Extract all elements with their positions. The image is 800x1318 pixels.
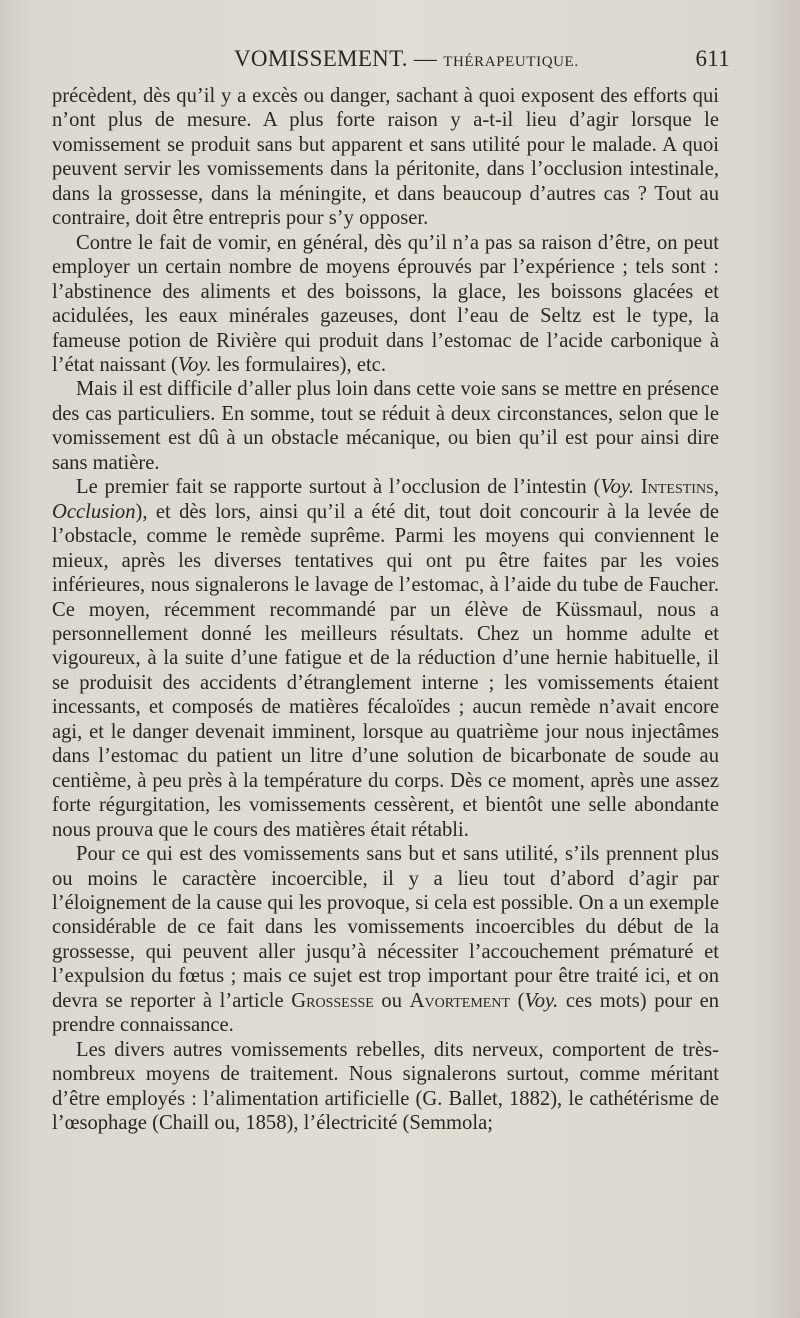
- text-run: les formulaires), etc.: [211, 353, 386, 376]
- text-run: ), et dès lors, ainsi qu’il a été dit, tout doit concourir à la levée de l’obstacle, comme le remède suprême. Parmi les moyens qui conviennent le mieux, après les diverses tentatives qui ont pu être faites par les voies inférieures, nous signalerons le lavage de l’estomac, à l’aide du tube de Faucher. Ce moyen, récemment recommandé par un élève de Küssmaul, nous a personnellement donné les meilleurs résultats. Chez un homme adulte et vigoureux, à la suite d’une fatigue et de la réduction d’une hernie habituelle, il se produisit des accidents d’étranglement interne ; les vomissements étaient incessants, et composés de matières fécaloïdes ; aucun remède n’avait encore agi, et le danger devenait imminent, lorsque au quatrième jour nous injectâmes dans l’estomac du patient un litre d’une solution de bicarbonate de soude au centième, à peu près à la température du corps. Dès ce moment, après une assez forte régurgitation, les vomissements cessèrent, et bientôt une selle abondante nous prouva que le cours des matières était rétabli.: [52, 500, 719, 841]
- text-run: Pour ce qui est des vomissements sans but et sans utilité, s’ils prennent plus ou moins le caractère incoercible, il y a lieu tout d’abord d’agir par l’éloignement de la cause qui les provoque, si cela est possible. On a un exemple considérable de ce fait dans les vomissements incoercibles du début de la grossesse, qui peuvent aller jusqu’à nécessiter l’accouchement prématuré et l’expulsion du fœtus ; mais ce sujet est trop important pour être traité ici, et on devra se reporter à l’article: [52, 843, 719, 1012]
- text-run: ou: [373, 989, 410, 1012]
- paragraph: [52, 475, 719, 842]
- small-caps-text: Grossesse: [291, 989, 374, 1012]
- text-run: Mais il est difficile d’aller plus loin dans cette voie sans se mettre en présence des cas particuliers. En somme, tout se réduit à deux circonstances, selon que le vomissement est dû à un obstacle mécanique, ou bien qu’il est pour ainsi dire sans matière.: [52, 378, 719, 474]
- text-run: [634, 476, 641, 498]
- text-run: précèdent, dès qu’il y a excès ou danger, sachant à quoi exposent des efforts qui n’ont plus de mesure. A plus forte raison y a-t-il lieu d’agir lorsque le vomissement se produit sans but apparent et sans utilité pour le malade. A quoi peuvent servir les vomissements dans la péritonite, dans l’occlusion intestinale, dans la grossesse, dans la méningite, et dans beaucoup d’autres cas ? Tout au contraire, doit être entrepris pour s’y opposer.: [52, 85, 719, 230]
- running-header: [52, 46, 730, 82]
- header-title: VOMISSEMENT.: [234, 46, 408, 71]
- text-run: Les divers autres vomissements rebelles, dits nerveux, comportent de très-nombreux moyens de traitement. Nous signalerons surtout, comme méritant d’être employés : l’alimentation artificielle (G. Ballet, 1882), le cathétérisme de l’œsophage (Chaill ou, 1858), l’électricité (Semmola;: [52, 1038, 719, 1135]
- italic-text: Voy.: [600, 476, 635, 499]
- header-section: THÉRAPEUTIQUE.: [443, 54, 579, 70]
- small-caps-text: Intestins: [640, 476, 714, 499]
- text-run: (: [510, 989, 525, 1012]
- italic-text: Occlusion: [52, 500, 136, 523]
- paragraph: [52, 231, 719, 378]
- running-title: [234, 46, 579, 72]
- page-footer: [0, 1278, 800, 1318]
- paragraph: [52, 377, 719, 475]
- header-dash: —: [413, 46, 438, 71]
- body-text: [52, 84, 719, 1135]
- italic-text: Voy.: [177, 353, 212, 376]
- page-number: 611: [695, 46, 730, 71]
- text-run: Le premier fait se rapporte surtout à l’occlusion de l’intestin (: [76, 476, 601, 499]
- text-run: Contre le fait de vomir, en général, dès qu’il n’a pas sa raison d’être, on peut employer un certain nombre de moyens éprouvés par l’expérience ; tels sont : l’abstinence des aliments et des boissons, la glace, les boissons glacées et acidulées, les eaux minérales gazeuses, dont l’eau de Seltz est le type, la fameuse potion de Rivière qui produit dans l’estomac de l’acide carbonique à l’état naissant (: [52, 231, 719, 376]
- paragraph: [52, 84, 719, 231]
- paragraph: [52, 1038, 719, 1136]
- small-caps-text: Avortement: [409, 989, 510, 1012]
- text-run: ,: [713, 476, 719, 499]
- paragraph: [52, 842, 719, 1038]
- text-run: ces mots) pour en prendre connaissance.: [52, 989, 720, 1037]
- italic-text: Voy.: [524, 989, 559, 1012]
